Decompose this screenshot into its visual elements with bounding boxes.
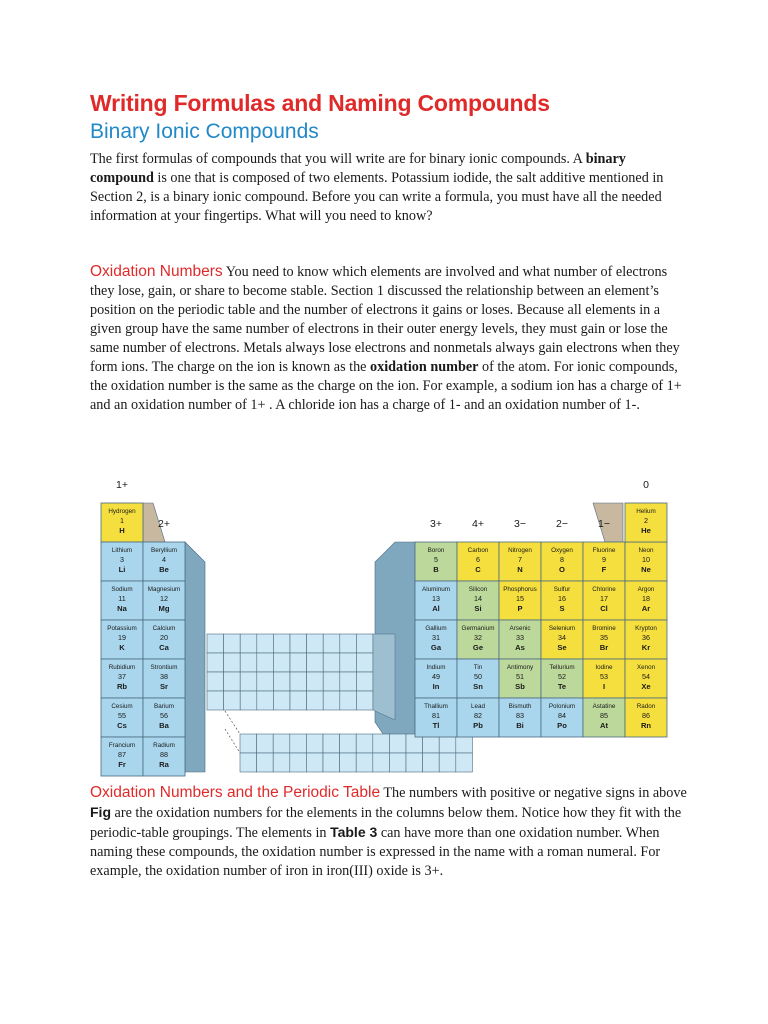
- element-symbol: Na: [117, 604, 127, 613]
- transition-metal-cell: [356, 653, 373, 672]
- transition-metal-cell: [224, 634, 241, 653]
- element-symbol: Te: [557, 682, 567, 691]
- element-name: Lithium: [111, 547, 133, 554]
- element-number: 49: [432, 672, 440, 681]
- element-number: 31: [432, 633, 440, 642]
- transition-metal-cell: [240, 653, 257, 672]
- element-name: Tellurium: [549, 664, 575, 671]
- element-symbol: Bi: [516, 721, 524, 730]
- inner-transition-cell: [240, 753, 257, 772]
- element-name: Tin: [473, 664, 483, 671]
- transition-metal-cell: [273, 672, 290, 691]
- element-number: 13: [432, 594, 440, 603]
- element-symbol: Fr: [118, 760, 126, 769]
- transition-metal-cell: [307, 653, 324, 672]
- element-name: Gallium: [425, 625, 447, 632]
- transition-metal-cell: [356, 634, 373, 653]
- oxidation-numbers-heading: Oxidation Numbers: [90, 263, 223, 280]
- element-number: 53: [600, 672, 608, 681]
- page-title: Writing Formulas and Naming Compounds: [90, 90, 550, 116]
- element-number: 33: [516, 633, 524, 642]
- element-number: 82: [474, 711, 482, 720]
- ox-label-group16: 2−: [556, 518, 568, 530]
- element-number: 15: [516, 594, 524, 603]
- transition-metal-cell: [290, 634, 307, 653]
- element-name: Sodium: [111, 586, 133, 593]
- element-name: Germanium: [461, 625, 495, 632]
- element-number: 81: [432, 711, 440, 720]
- ox-label-group15: 3−: [514, 518, 526, 530]
- transition-metal-cell: [290, 672, 307, 691]
- element-symbol: Ne: [641, 565, 651, 574]
- transition-metal-cell: [340, 634, 357, 653]
- element-name: Iodine: [595, 664, 613, 671]
- element-number: 1: [120, 516, 124, 525]
- transition-metal-cell: [207, 672, 224, 691]
- section-subtitle: Binary Ionic Compounds: [90, 120, 319, 143]
- element-symbol: Pb: [473, 721, 483, 730]
- element-name: Cesium: [111, 703, 133, 710]
- element-symbol: Rb: [116, 682, 128, 691]
- transition-metal-cell: [224, 653, 241, 672]
- element-number: 2: [644, 516, 648, 525]
- element-name: Silicon: [468, 586, 488, 593]
- element-symbol: N: [517, 565, 523, 574]
- element-name: Oxygen: [551, 547, 573, 554]
- element-name: Radon: [636, 703, 656, 710]
- element-symbol: Rn: [640, 721, 652, 730]
- ox-label-group18: 0: [643, 479, 649, 491]
- element-name: Hydrogen: [108, 508, 136, 515]
- element-symbol: O: [559, 565, 565, 574]
- element-symbol: Mg: [158, 604, 170, 613]
- element-symbol: Si: [474, 604, 482, 613]
- inner-transition-cell: [406, 753, 423, 772]
- inner-transition-cell: [257, 734, 274, 753]
- inner-transition-cell: [356, 734, 373, 753]
- element-name: Beryllium: [151, 547, 177, 554]
- transition-metal-cell: [257, 672, 274, 691]
- inner-transition-cell: [373, 753, 390, 772]
- inner-transition-cell: [323, 753, 340, 772]
- element-symbol: He: [641, 526, 651, 535]
- element-number: 4: [162, 555, 166, 564]
- element-symbol: F: [601, 565, 607, 574]
- element-number: 55: [118, 711, 126, 720]
- element-symbol: Cs: [117, 721, 127, 730]
- element-symbol: S: [559, 604, 565, 613]
- element-symbol: Kr: [641, 643, 651, 652]
- element-number: 50: [474, 672, 482, 681]
- element-name: Radium: [153, 742, 175, 749]
- transition-metal-cell: [290, 691, 307, 710]
- element-symbol: Ca: [159, 643, 169, 652]
- transition-metal-cell: [273, 653, 290, 672]
- element-number: 9: [602, 555, 606, 564]
- element-name: Phosphorus: [503, 586, 537, 593]
- element-name: Bromine: [592, 625, 616, 632]
- element-name: Krypton: [635, 625, 657, 632]
- element-name: Bismuth: [508, 703, 532, 710]
- element-symbol: Xe: [641, 682, 651, 691]
- transition-metal-cell: [273, 634, 290, 653]
- element-number: 11: [118, 594, 126, 603]
- element-number: 10: [642, 555, 650, 564]
- element-name: Argon: [637, 586, 655, 593]
- element-name: Neon: [638, 547, 654, 554]
- transition-metal-cell: [356, 691, 373, 710]
- transition-metal-cell: [340, 672, 357, 691]
- element-name: Strontium: [150, 664, 178, 671]
- para3-text-3: can have more than one oxidation number. When naming these compounds, the oxidation number is expressed in the name with a roman numeral. For example, the oxidation number of iron in iron(III) oxide is 3+.: [90, 825, 661, 879]
- element-number: 51: [516, 672, 524, 681]
- periodic-table-svg: [95, 472, 685, 777]
- transition-metal-cell: [257, 691, 274, 710]
- element-name: Aluminum: [422, 586, 450, 593]
- element-name: Boron: [427, 547, 445, 554]
- element-number: 84: [558, 711, 566, 720]
- connector-line: [225, 729, 240, 753]
- element-symbol: Cl: [600, 604, 608, 613]
- element-number: 20: [160, 633, 168, 642]
- periodic-table-figure: [95, 472, 685, 777]
- para1-text-2: is one that is composed of two elements. Potassium iodide, the salt additive mentioned in Section 2, is a binary ionic compound. Before you can write a formula, you must have all the needed information at your fingertips. What will you need to know?: [90, 170, 664, 224]
- transition-metal-cell: [307, 672, 324, 691]
- element-symbol: Ba: [159, 721, 169, 730]
- transition-metal-cell: [240, 634, 257, 653]
- element-name: Thallium: [424, 703, 448, 710]
- element-symbol: Po: [557, 721, 567, 730]
- ox-label-group1: 1+: [116, 479, 128, 491]
- element-symbol: C: [475, 565, 481, 574]
- ox-label-group2: 2+: [158, 518, 170, 530]
- transition-metal-cell: [307, 691, 324, 710]
- inner-transition-cell: [240, 734, 257, 753]
- element-number: 86: [642, 711, 650, 720]
- element-number: 16: [558, 594, 566, 603]
- fig-reference: Fig: [90, 804, 111, 820]
- element-symbol: I: [602, 682, 606, 691]
- element-symbol: B: [433, 565, 439, 574]
- connector-line: [225, 711, 240, 734]
- transition-metal-cell: [257, 653, 274, 672]
- element-number: 38: [160, 672, 168, 681]
- element-name: Chlorine: [592, 586, 616, 593]
- element-name: Magnesium: [147, 586, 181, 593]
- transition-metal-cell: [257, 634, 274, 653]
- inner-transition-cell: [306, 753, 323, 772]
- transition-metal-cell: [224, 691, 241, 710]
- element-number: 8: [560, 555, 564, 564]
- element-name: Potassium: [107, 625, 137, 632]
- element-name: Antimony: [506, 664, 534, 671]
- oxidation-numbers-paragraph: [90, 262, 690, 415]
- element-symbol: Ar: [641, 604, 651, 613]
- inner-transition-cell: [306, 734, 323, 753]
- element-name: Lead: [470, 703, 486, 710]
- transition-metal-cell: [323, 691, 340, 710]
- element-symbol: In: [432, 682, 440, 691]
- element-number: 5: [434, 555, 438, 564]
- element-name: Arsenic: [509, 625, 531, 632]
- element-number: 17: [600, 594, 608, 603]
- transition-metal-cell: [290, 653, 307, 672]
- inner-transition-cell: [290, 753, 307, 772]
- transition-metal-cell: [224, 672, 241, 691]
- inner-transition-cell: [257, 753, 274, 772]
- element-name: Astatine: [592, 703, 616, 710]
- transition-metal-cell: [356, 672, 373, 691]
- ox-label-group14: 4+: [472, 518, 484, 530]
- ox-label-group17: 1−: [598, 518, 610, 530]
- transition-metal-cell: [323, 653, 340, 672]
- element-number: 14: [474, 594, 482, 603]
- element-symbol: K: [119, 643, 125, 652]
- element-number: 7: [518, 555, 522, 564]
- element-symbol: Se: [557, 643, 567, 652]
- element-name: Helium: [636, 508, 656, 515]
- element-symbol: Ra: [159, 760, 169, 769]
- para1-text-1: The first formulas of compounds that you will write are for binary ionic compounds. A: [90, 151, 586, 167]
- inner-transition-cell: [340, 753, 357, 772]
- transition-metal-cell: [240, 691, 257, 710]
- transition-metal-cell: [207, 653, 224, 672]
- para3-text-1: The numbers with positive or negative signs in above: [380, 785, 687, 801]
- transition-metal-cell: [323, 634, 340, 653]
- element-name: Francium: [108, 742, 136, 749]
- inner-transition-cell: [290, 734, 307, 753]
- para2-text-2: of the atom. For ionic compounds, the oxidation number is the same as the charge on the ion. For example, a sodium ion has a charge of 1+ and an oxidation number of 1+ . A chloride ion has a charge of 1- and an oxidation number of 1-.: [90, 359, 682, 413]
- transition-side-face: [373, 634, 395, 720]
- inner-transition-cell: [389, 734, 406, 753]
- element-symbol: Tl: [432, 721, 440, 730]
- transition-metal-cell: [240, 672, 257, 691]
- element-name: Nitrogen: [508, 547, 532, 554]
- element-name: Calcium: [152, 625, 176, 632]
- transition-metal-cell: [207, 691, 224, 710]
- inner-transition-cell: [439, 753, 456, 772]
- element-symbol: H: [119, 526, 125, 535]
- inner-transition-cell: [323, 734, 340, 753]
- periodic-table-paragraph: [90, 783, 690, 881]
- element-number: 19: [118, 633, 126, 642]
- element-name: Sulfur: [553, 586, 571, 593]
- element-number: 56: [160, 711, 168, 720]
- element-number: 37: [118, 672, 126, 681]
- element-number: 88: [160, 750, 168, 759]
- element-symbol: Ga: [430, 643, 442, 652]
- element-name: Polonium: [548, 703, 576, 710]
- transition-metal-cell: [207, 634, 224, 653]
- para3-text-2: are the oxidation numbers for the elements in the columns below them. Notice how they fit with the periodic-table groupings. The elements in: [90, 805, 682, 841]
- transition-metal-cell: [307, 634, 324, 653]
- element-name: Carbon: [467, 547, 489, 554]
- inner-transition-cell: [373, 734, 390, 753]
- element-symbol: Li: [118, 565, 126, 574]
- element-number: 3: [120, 555, 124, 564]
- element-symbol: Br: [599, 643, 609, 652]
- transition-metal-cell: [273, 691, 290, 710]
- element-number: 83: [516, 711, 524, 720]
- element-name: Barium: [154, 703, 174, 710]
- element-symbol: Ge: [472, 643, 484, 652]
- element-name: Fluorine: [592, 547, 616, 554]
- intro-paragraph: [90, 150, 690, 226]
- transition-metal-cell: [340, 691, 357, 710]
- inner-transition-cell: [356, 753, 373, 772]
- inner-transition-cell: [273, 753, 290, 772]
- element-number: 35: [600, 633, 608, 642]
- periodic-table-heading: Oxidation Numbers and the Periodic Table: [90, 784, 381, 801]
- transition-metal-cell: [323, 672, 340, 691]
- element-number: 18: [642, 594, 650, 603]
- group2-side-face: [185, 542, 205, 772]
- inner-transition-cell: [456, 753, 473, 772]
- element-symbol: As: [515, 643, 525, 652]
- element-symbol: Sn: [473, 682, 483, 691]
- ox-label-group13: 3+: [430, 518, 442, 530]
- element-name: Xenon: [636, 664, 656, 671]
- para2-text-1: You need to know which elements are involved and what number of electrons they lose, gain, or share to become stable. Section 1 discussed the relationship between an element’s position on the periodic table and the number of electrons it gains or loses. Because all elements in a given group have the same number of electrons in their outer energy levels, they must gain or lose the same number of electrons. Metals always lose electrons and nonmetals always gain electrons when they form ions. The charge on the ion is known as the: [90, 264, 680, 375]
- inner-transition-cell: [423, 753, 440, 772]
- transition-metal-cell: [340, 653, 357, 672]
- element-number: 36: [642, 633, 650, 642]
- inner-transition-cell: [389, 753, 406, 772]
- element-number: 6: [476, 555, 480, 564]
- table-3-reference: Table 3: [330, 824, 378, 840]
- element-symbol: P: [517, 604, 523, 613]
- element-number: 32: [474, 633, 482, 642]
- element-number: 52: [558, 672, 566, 681]
- inner-transition-cell: [273, 734, 290, 753]
- element-number: 54: [642, 672, 650, 681]
- element-number: 85: [600, 711, 608, 720]
- element-symbol: Be: [159, 565, 169, 574]
- element-number: 12: [160, 594, 168, 603]
- element-number: 87: [118, 750, 126, 759]
- binary-compound-term: binary compound: [90, 151, 626, 186]
- element-symbol: Al: [432, 604, 440, 613]
- element-symbol: Sr: [159, 682, 169, 691]
- element-symbol: At: [599, 721, 609, 730]
- element-name: Indium: [426, 664, 446, 671]
- inner-transition-cell: [340, 734, 357, 753]
- element-name: Rubidium: [108, 664, 136, 671]
- element-number: 34: [558, 633, 566, 642]
- element-name: Selenium: [548, 625, 576, 632]
- element-symbol: Sb: [515, 682, 525, 691]
- oxidation-number-term: oxidation number: [370, 359, 479, 375]
